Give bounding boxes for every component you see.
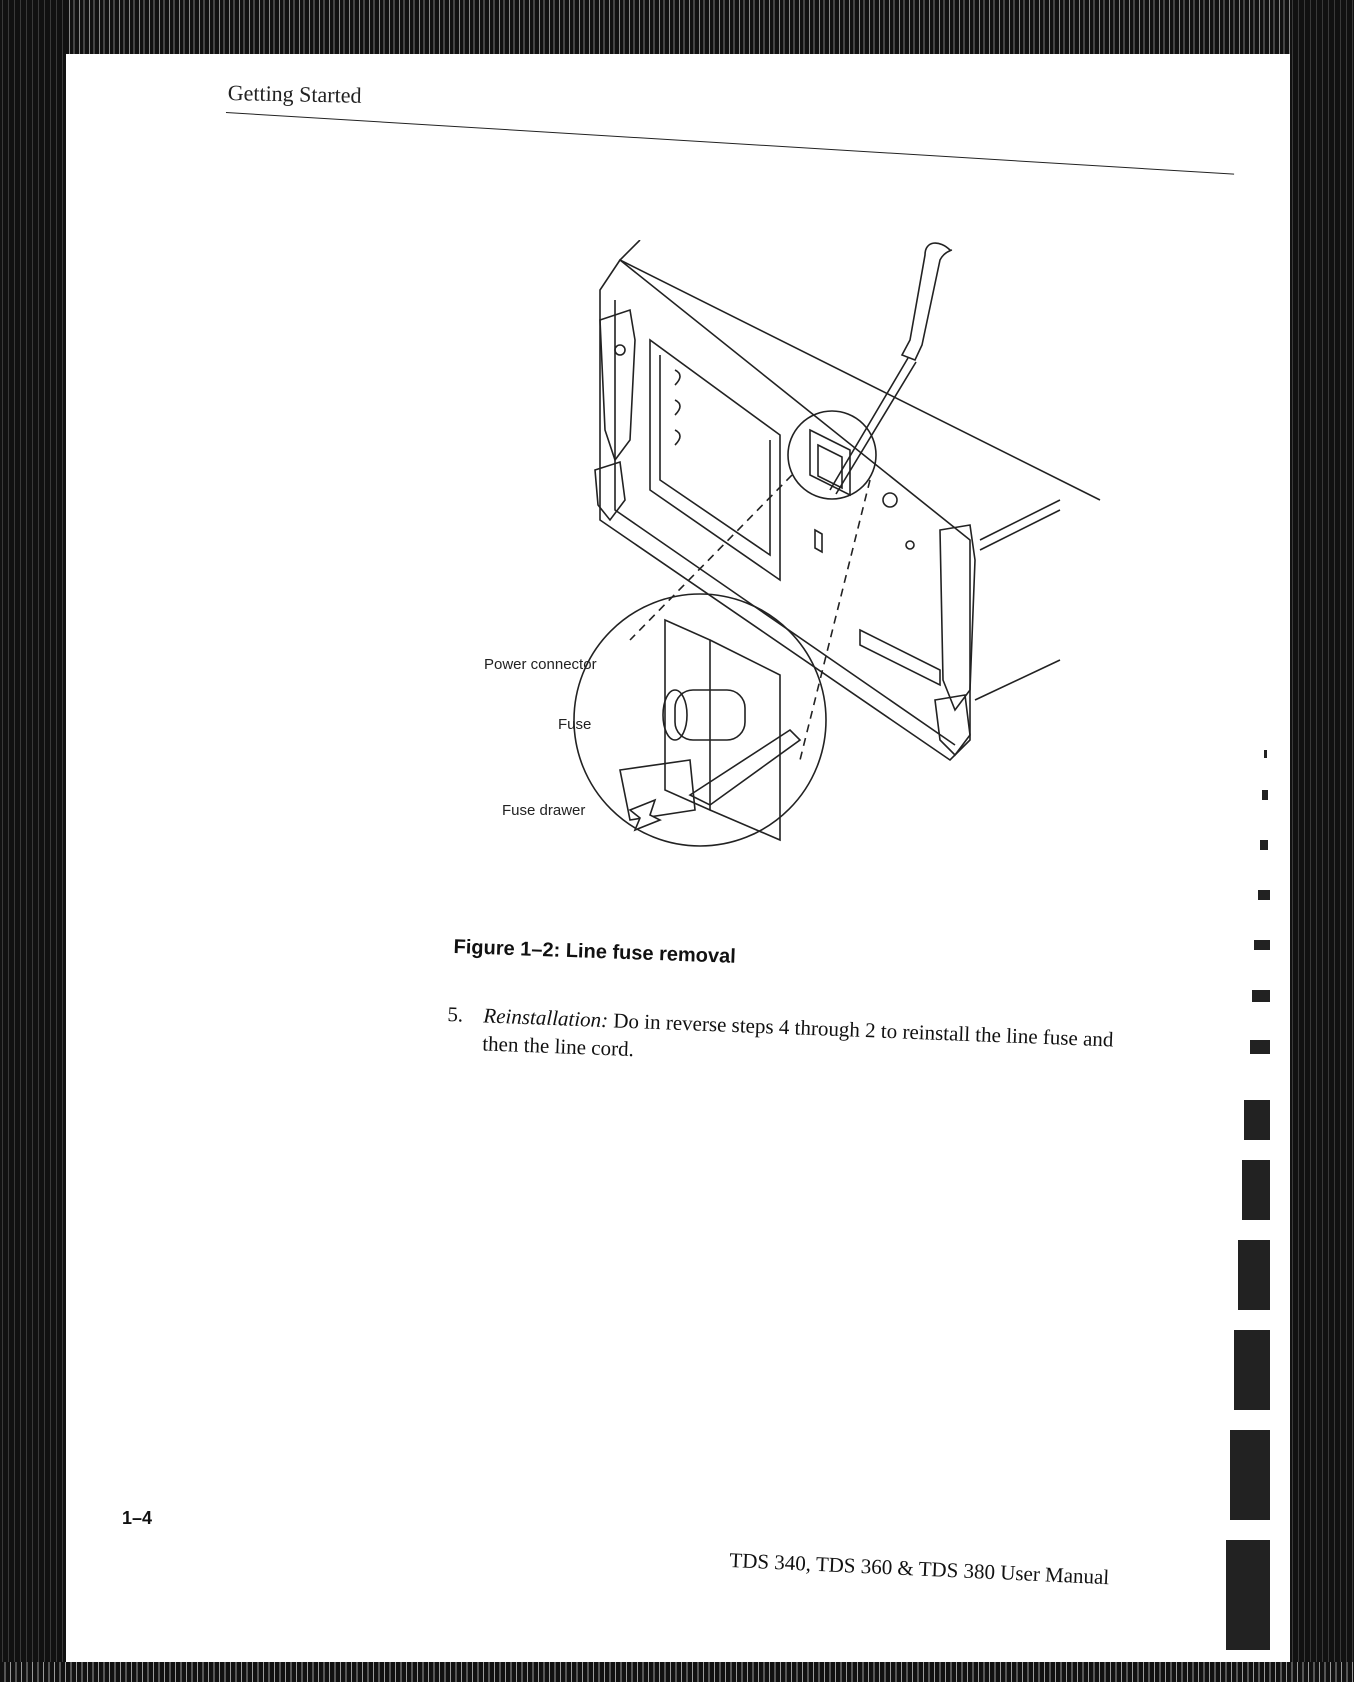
drawer-tool — [690, 730, 800, 805]
small-slot — [815, 530, 822, 552]
fuse-removal-figure — [470, 240, 1130, 930]
vent-slots — [675, 370, 680, 445]
rear-panel-inner-edge — [615, 300, 955, 745]
step-5 — [447, 1000, 1147, 1062]
binding-marks — [1214, 720, 1274, 1660]
callout-fuse-drawer: Fuse drawer — [502, 802, 586, 819]
panel-recess-inner — [660, 355, 770, 555]
scan-border-right — [1290, 0, 1354, 1682]
manual-title: TDS 340, TDS 360 & TDS 380 User Manual — [728, 1548, 1110, 1590]
figure-caption: Figure 1–2: Line fuse removal — [453, 936, 737, 968]
rear-panel-frame — [600, 260, 970, 760]
mounting-hole — [615, 345, 625, 355]
screwdriver-handle — [902, 243, 951, 360]
pull-arrow — [630, 800, 660, 830]
step-number: 5. — [447, 1001, 464, 1027]
header-rule — [226, 112, 1234, 175]
detail-circle-large — [574, 594, 826, 846]
mounting-hole — [906, 541, 914, 549]
scan-border-left — [0, 0, 66, 1682]
scan-border-top — [0, 0, 1354, 54]
mounting-hole — [883, 493, 897, 507]
line-fuse-illustration — [470, 240, 1130, 930]
screwdriver-shaft — [830, 358, 916, 494]
page-number: 1–4 — [122, 1508, 153, 1528]
left-foot-upper — [600, 310, 635, 460]
scan-border-bottom — [0, 1662, 1354, 1682]
running-header: Getting Started — [227, 80, 362, 108]
callout-power-connector: Power connector — [484, 656, 597, 673]
callout-fuse: Fuse — [558, 716, 592, 733]
magnify-lines — [630, 475, 870, 760]
chassis-side-edges — [975, 500, 1060, 700]
step-text: Do in reverse steps 4 through 2 to reinstall the line fuse and then the line cord. — [481, 1008, 1114, 1062]
label-slot — [860, 630, 940, 685]
panel-recess — [650, 340, 780, 580]
step-lead: Reinstallation: — [482, 1003, 609, 1033]
step-body — [482, 1001, 1144, 1082]
